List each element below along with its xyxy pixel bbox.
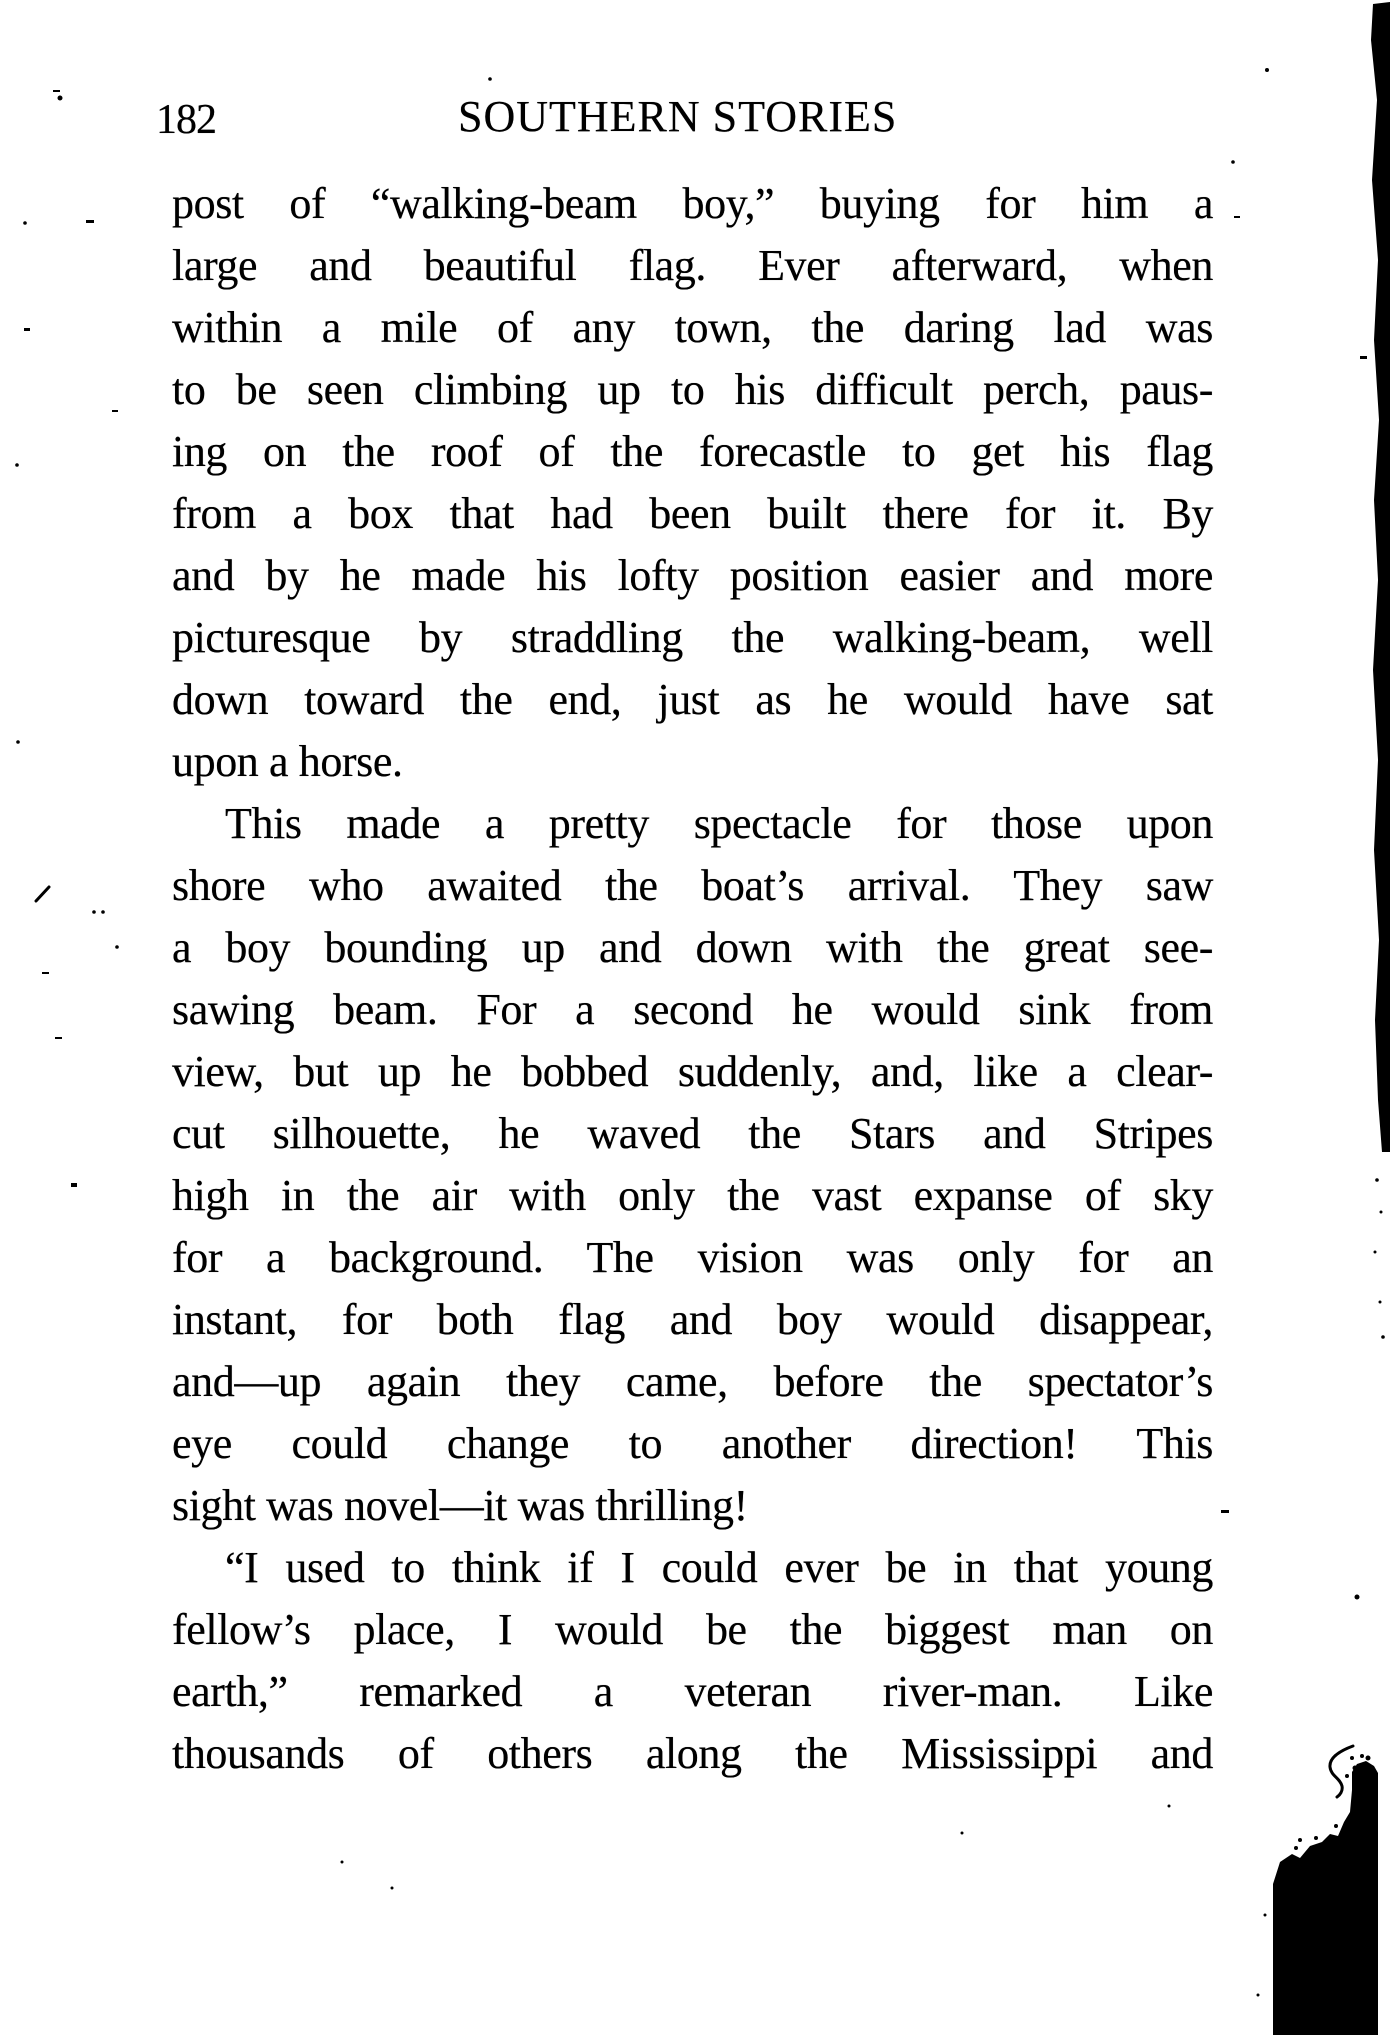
text-line: for a background. The vision was only for an	[172, 1233, 1213, 1282]
text-line: to be seen climbing up to his difficult perch, paus-	[172, 365, 1213, 414]
text-line: upon a horse.	[172, 737, 403, 786]
scan-artifact-blob-speckles	[1257, 1595, 1371, 1997]
text-line: sight was novel—it was thrilling!	[172, 1481, 748, 1530]
text-line: shore who awaited the boat’s arrival. They saw	[172, 861, 1213, 910]
text-line: post of “walking-beam boy,” buying for him a	[172, 179, 1213, 228]
text-line: within a mile of any town, the daring lad was	[172, 303, 1213, 352]
text-line: and—up again they came, before the spectator’s	[172, 1357, 1213, 1406]
text-line: a boy bounding up and down with the great see-	[172, 923, 1213, 972]
text-line: from a box that had been built there for it. By	[172, 489, 1213, 538]
scan-artifact-bar-speckles	[1374, 1178, 1385, 1339]
text-line: large and beautiful flag. Ever afterward, when	[172, 241, 1213, 290]
scan-artifact-corner-blob	[1273, 1761, 1378, 2035]
text-line: view, but up he bobbed suddenly, and, like a clear-	[172, 1047, 1213, 1096]
running-header-title: SOUTHERN STORIES	[458, 92, 898, 141]
text-line: fellow’s place, I would be the biggest man on	[172, 1605, 1213, 1654]
text-line: sawing beam. For a second he would sink from	[172, 985, 1213, 1034]
text-line: high in the air with only the vast expanse of sky	[172, 1171, 1213, 1220]
scan-artifact-right-bar	[1371, 2, 1390, 1152]
text-block	[172, 173, 1213, 1785]
text-line: This made a pretty spectacle for those upon	[225, 799, 1213, 848]
text-line: thousands of others along the Mississippi and	[172, 1729, 1213, 1778]
text-line: eye could change to another direction! This	[172, 1419, 1213, 1468]
text-line: earth,” remarked a veteran river-man. Like	[172, 1667, 1213, 1716]
scan-artifact-squiggle	[1330, 1746, 1353, 1797]
text-line: “I used to think if I could ever be in that young	[225, 1543, 1213, 1592]
text-line: ing on the roof of the forecastle to get his flag	[172, 427, 1213, 476]
text-line: instant, for both flag and boy would disappear,	[172, 1295, 1213, 1344]
text-line: cut silhouette, he waved the Stars and Stripes	[172, 1109, 1213, 1158]
text-line: picturesque by straddling the walking-beam, well	[172, 613, 1213, 662]
text-line: and by he made his lofty position easier and more	[172, 551, 1213, 600]
text-line: down toward the end, just as he would have sat	[172, 675, 1213, 724]
page-number: 182	[156, 97, 216, 143]
